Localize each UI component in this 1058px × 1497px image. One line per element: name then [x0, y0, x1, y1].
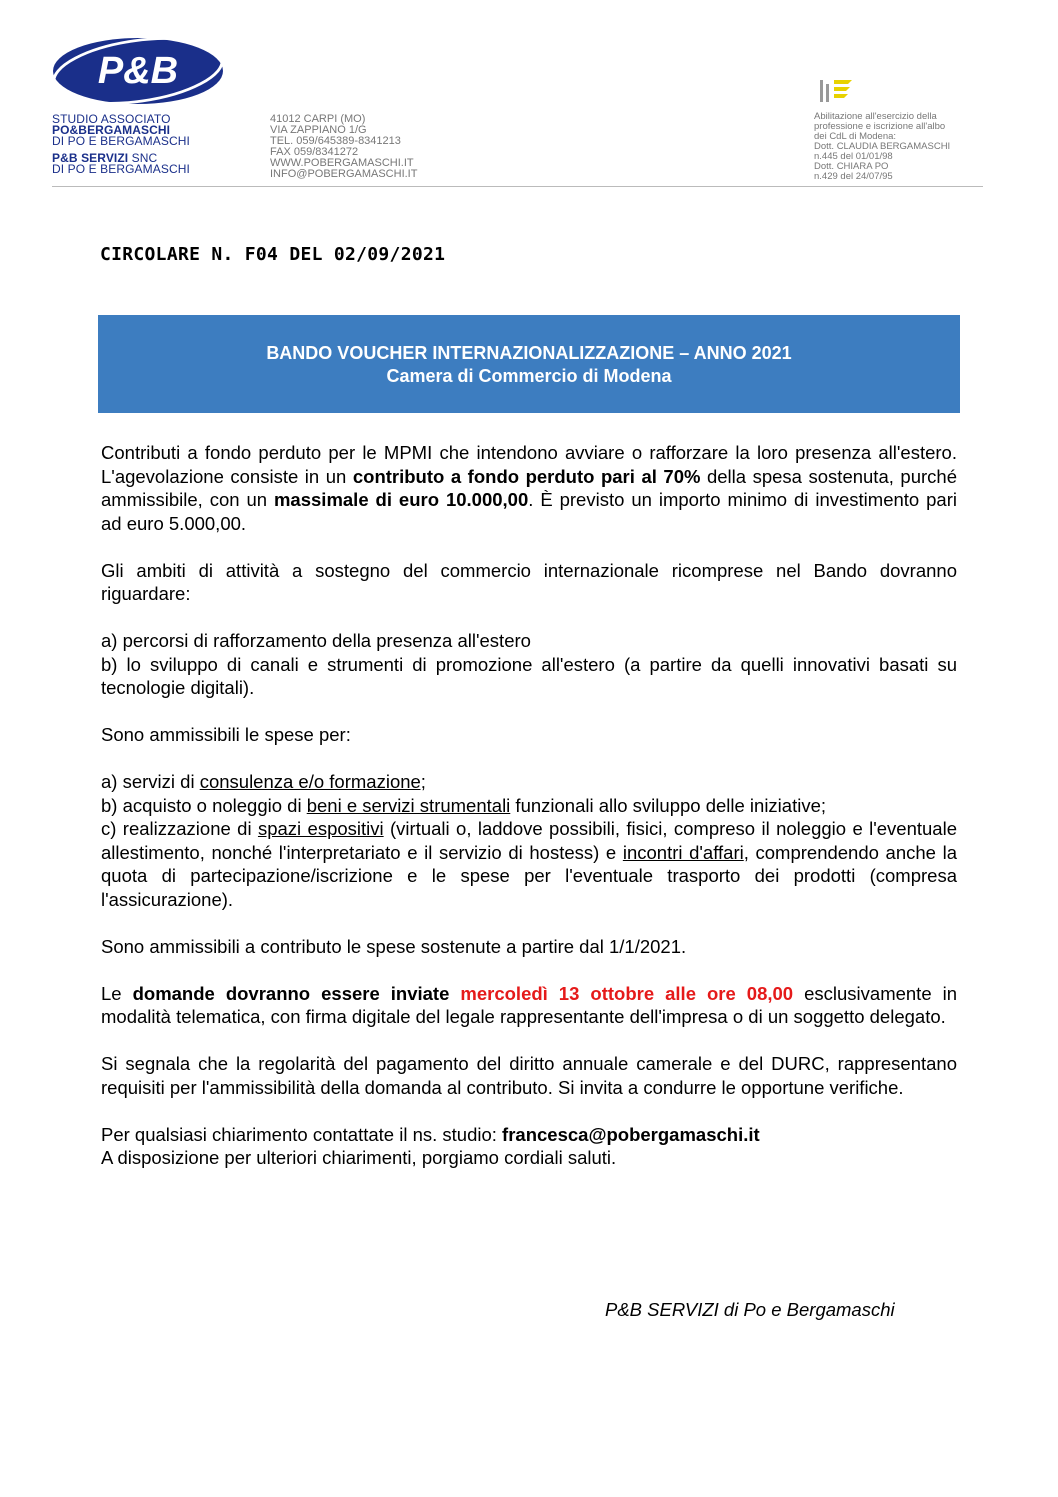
paragraph-domande: Le domande dovranno essere inviate mercoledì 13 ottobre alle ore 08,00 esclusivamente in modalità telematica, con firma digitale del legale rappresentante dell'impresa o di un soggetto delegato. [101, 982, 958, 1027]
signature: P&B SERVIZI di Po e Bergamaschi [605, 1299, 895, 1320]
banner-subtitle: Camera di Commercio di Modena [386, 366, 672, 386]
document-body [101, 441, 957, 1170]
banner-title: BANDO VOUCHER INTERNAZIONALIZZAZIONE – ANNO 2021 [266, 343, 792, 363]
paragraph-saluti: A disposizione per ulteriori chiarimenti, porgiamo cordiali saluti. [101, 1147, 617, 1168]
consulenti-lavoro-logo-icon [818, 76, 854, 106]
paragraph-intro: Contributi a fondo perduto per le MPMI che intendono avviare o rafforzare la loro presenza all'estero. L'agevolazione consiste in un contributo a fondo perduto pari al 70% della spesa sostenuta, purché ammissibile, con un massimale di euro 10.000,00. È previsto un importo minimo di investimento pari ad euro 5.000,00. [101, 442, 957, 534]
list-item: a) servizi di consulenza e/o formazione; [101, 771, 426, 792]
circolare-title: CIRCOLARE N. F04 DEL 02/09/2021 [100, 244, 446, 265]
address-block: 41012 CARPI (MO) VIA ZAPPIANO 1/G TEL. 059/645389-8341213 FAX 059/8341272 WWW.POBERGAMASCHI.IT INFO@POBERGAMASCHI.IT [270, 113, 418, 180]
paragraph-spese: Sono ammissibili le spese per: [101, 724, 351, 745]
logo-text: P&B [97, 50, 179, 92]
list-item: a) percorsi di rafforzamento della presenza all'estero [101, 630, 531, 651]
list-item: c) realizzazione di spazi espositivi (virtuali o, laddove possibili, fisici, compreso il noleggio e l'eventuale allestimento, nonché l'interpretariato e il servizio di hostess) e incontri d'affari, comprendendo anche la quota di partecipazione/iscrizione e le spese per l'eventuale trasporto dei prodotti (compresa l'assicurazione). [101, 818, 957, 910]
paragraph-requisiti: Si segnala che la regolarità del pagamento del diritto annuale camerale e del DURC, rappresentano requisiti per l'ammissibilità della domanda al contributo. Si invita a condurre le opportune verifiche. [101, 1053, 957, 1098]
pb-logo [52, 36, 224, 106]
list-item: b) lo sviluppo di canali e strumenti di promozione all'estero (a partire da quelli innovativi basati su tecnologie digitali). [101, 653, 957, 698]
studio-name-block: STUDIO ASSOCIATO PO&BERGAMASCHI DI PO E BERGAMASCHI P&B SERVIZI SNC DI PO E BERGAMASCHI [52, 112, 190, 176]
deadline-text: mercoledì 13 ottobre alle ore 08,00 [460, 982, 794, 1004]
paragraph-decorrenza: Sono ammissibili a contributo le spese sostenute a partire dal 1/1/2021. [101, 935, 687, 957]
list-item: b) acquisto o noleggio di beni e servizi strumentali funzionali allo sviluppo delle iniziative; [101, 794, 827, 816]
paragraph-contatti: Per qualsiasi chiarimento contattate il ns. studio: francesca@pobergamaschi.it [101, 1123, 760, 1145]
header-divider [52, 186, 983, 187]
contact-email: francesca@pobergamaschi.it [502, 1123, 760, 1145]
abilitazione-block: Abilitazione all'esercizio della professione e iscrizione all'albo dei CdL di Modena: Dott. CLAUDIA BERGAMASCHI n.445 del 01/01/98 Dott. CHIARA PO n.429 del 24/07/95 [814, 111, 951, 182]
title-banner [98, 315, 960, 413]
paragraph-ambiti: Gli ambiti di attività a sostegno del commercio internazionale ricomprese nel Bando dovranno riguardare: [101, 559, 957, 604]
